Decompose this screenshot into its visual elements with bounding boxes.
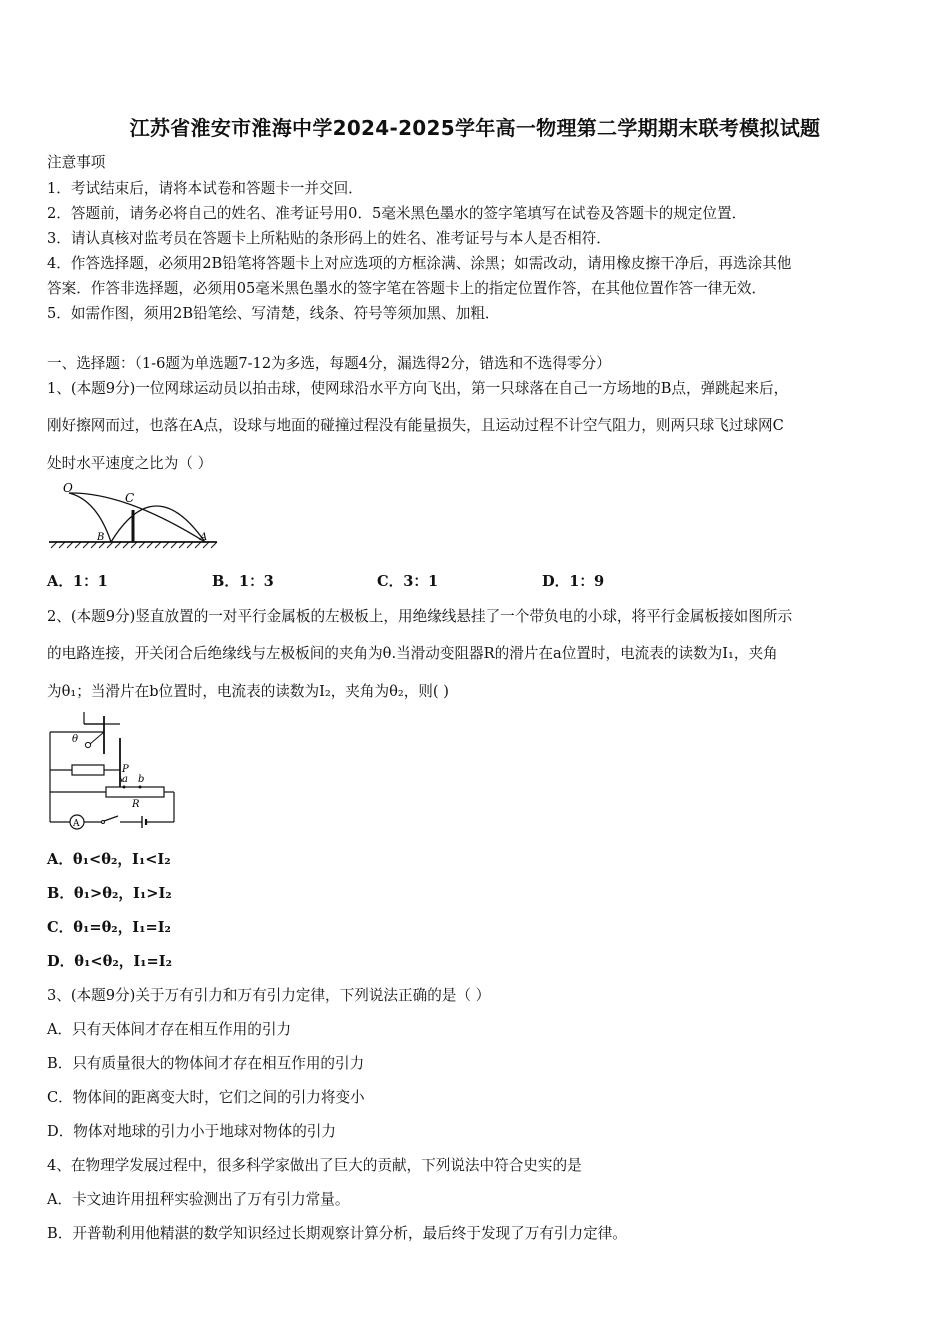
q2-option-a[interactable]: A．θ₁<θ₂，I₁<I₂ (47, 851, 171, 868)
notice-item-4: 4．作答选择题，必须用2B铅笔将答题卡上对应选项的方框涂满、涂黑；如需改动，请用橡皮擦干净后，再选涂其他 (47, 255, 792, 272)
q2-line-3: 为θ₁；当滑片在b位置时，电流表的读数为I₂，夹角为θ₂，则( ) (47, 683, 449, 700)
q2-line-1: 2、(本题9分)竖直放置的一对平行金属板的左极板上，用绝缘线悬挂了一个带负电的小球，将平行金属板接如图所示 (47, 608, 793, 625)
q1-label-c: C (125, 491, 135, 505)
q1-option-c[interactable]: C．3：1 (377, 573, 439, 590)
q2-label-theta: θ (72, 734, 79, 745)
notice-item-1: 1．考试结束后，请将本试卷和答题卡一并交回． (47, 180, 363, 197)
q2-circuit-figure (42, 710, 182, 832)
q2-label-a: a (122, 774, 128, 785)
q4-option-a[interactable]: A．卡文迪许用扭秤实验测出了万有引力常量。 (47, 1191, 350, 1208)
q2-label-ammeter: A (73, 819, 80, 829)
q1-line-3: 处时水平速度之比为（ ） (47, 455, 213, 472)
notice-item-5: 5．如需作图，须用2B铅笔绘、写清楚，线条、符号等须加黑、加粗． (47, 305, 500, 322)
q2-option-b[interactable]: B．θ₁>θ₂，I₁>I₂ (47, 885, 172, 902)
q1-option-d[interactable]: D．1：9 (542, 573, 605, 590)
q1-label-b: B (97, 532, 105, 543)
notice-item-2: 2．答题前，请务必将自己的姓名、准考证号用0．5毫米黑色墨水的签字笔填写在试卷及答题卡的规定位置． (47, 205, 747, 222)
q4-option-b[interactable]: B．开普勒利用他精湛的数学知识经过长期观察计算分析，最后终于发现了万有引力定律。 (47, 1225, 627, 1242)
q2-label-r: R (132, 799, 140, 810)
notice-item-3: 3．请认真核对监考员在答题卡上所粘贴的条形码上的姓名、准考证号与本人是否相符． (47, 230, 611, 247)
section-heading: 一、选择题：（1-6题为单选题7-12为多选，每题4分，漏选得2分，错选和不选得零分） (47, 355, 611, 372)
q3-stem: 3、(本题9分)关于万有引力和万有引力定律，下列说法正确的是（ ） (47, 987, 491, 1004)
notice-item-4-cont: 答案．作答非选择题，必须用05毫米黑色墨水的签字笔在答题卡上的指定位置作答，在其他位置作答一律无效． (47, 280, 767, 297)
q3-option-b[interactable]: B．只有质量很大的物体间才存在相互作用的引力 (47, 1055, 365, 1072)
q2-option-d[interactable]: D．θ₁<θ₂，I₁=I₂ (47, 953, 172, 970)
q1-line-2: 刚好擦网而过，也落在A点，设球与地面的碰撞过程没有能量损失，且运动过程不计空气阻力，则两只球飞过球网C (47, 417, 784, 434)
q2-label-p: P (122, 764, 129, 775)
q1-line-1: 1、(本题9分)一位网球运动员以拍击球，使网球沿水平方向飞出，第一只球落在自己一方场地的B点，弹跳起来后， (47, 380, 789, 397)
q1-option-b[interactable]: B．1：3 (212, 573, 274, 590)
q2-option-c[interactable]: C．θ₁=θ₂，I₁=I₂ (47, 919, 171, 936)
q2-label-b: b (138, 774, 145, 785)
q2-line-2: 的电路连接，开关闭合后绝缘线与左极板间的夹角为θ.当滑动变阻器R的滑片在a位置时，电流表的读数为I₁，夹角 (47, 645, 778, 662)
page-title: 江苏省淮安市淮海中学2024-2025学年高一物理第二学期期末联考模拟试题 (129, 116, 821, 140)
q3-option-c[interactable]: C．物体间的距离变大时，它们之间的引力将变小 (47, 1089, 365, 1106)
q1-label-o: O (63, 481, 73, 495)
q1-tennis-figure (45, 480, 225, 552)
q3-option-a[interactable]: A．只有天体间才存在相互作用的引力 (47, 1021, 292, 1038)
notice-heading: 注意事项 (47, 154, 106, 171)
q4-stem: 4、在物理学发展过程中，很多科学家做出了巨大的贡献，下列说法中符合史实的是 (47, 1157, 582, 1174)
q1-option-a[interactable]: A．1：1 (47, 573, 108, 590)
q1-label-a: A (200, 532, 208, 543)
q3-option-d[interactable]: D．物体对地球的引力小于地球对物体的引力 (47, 1123, 336, 1140)
